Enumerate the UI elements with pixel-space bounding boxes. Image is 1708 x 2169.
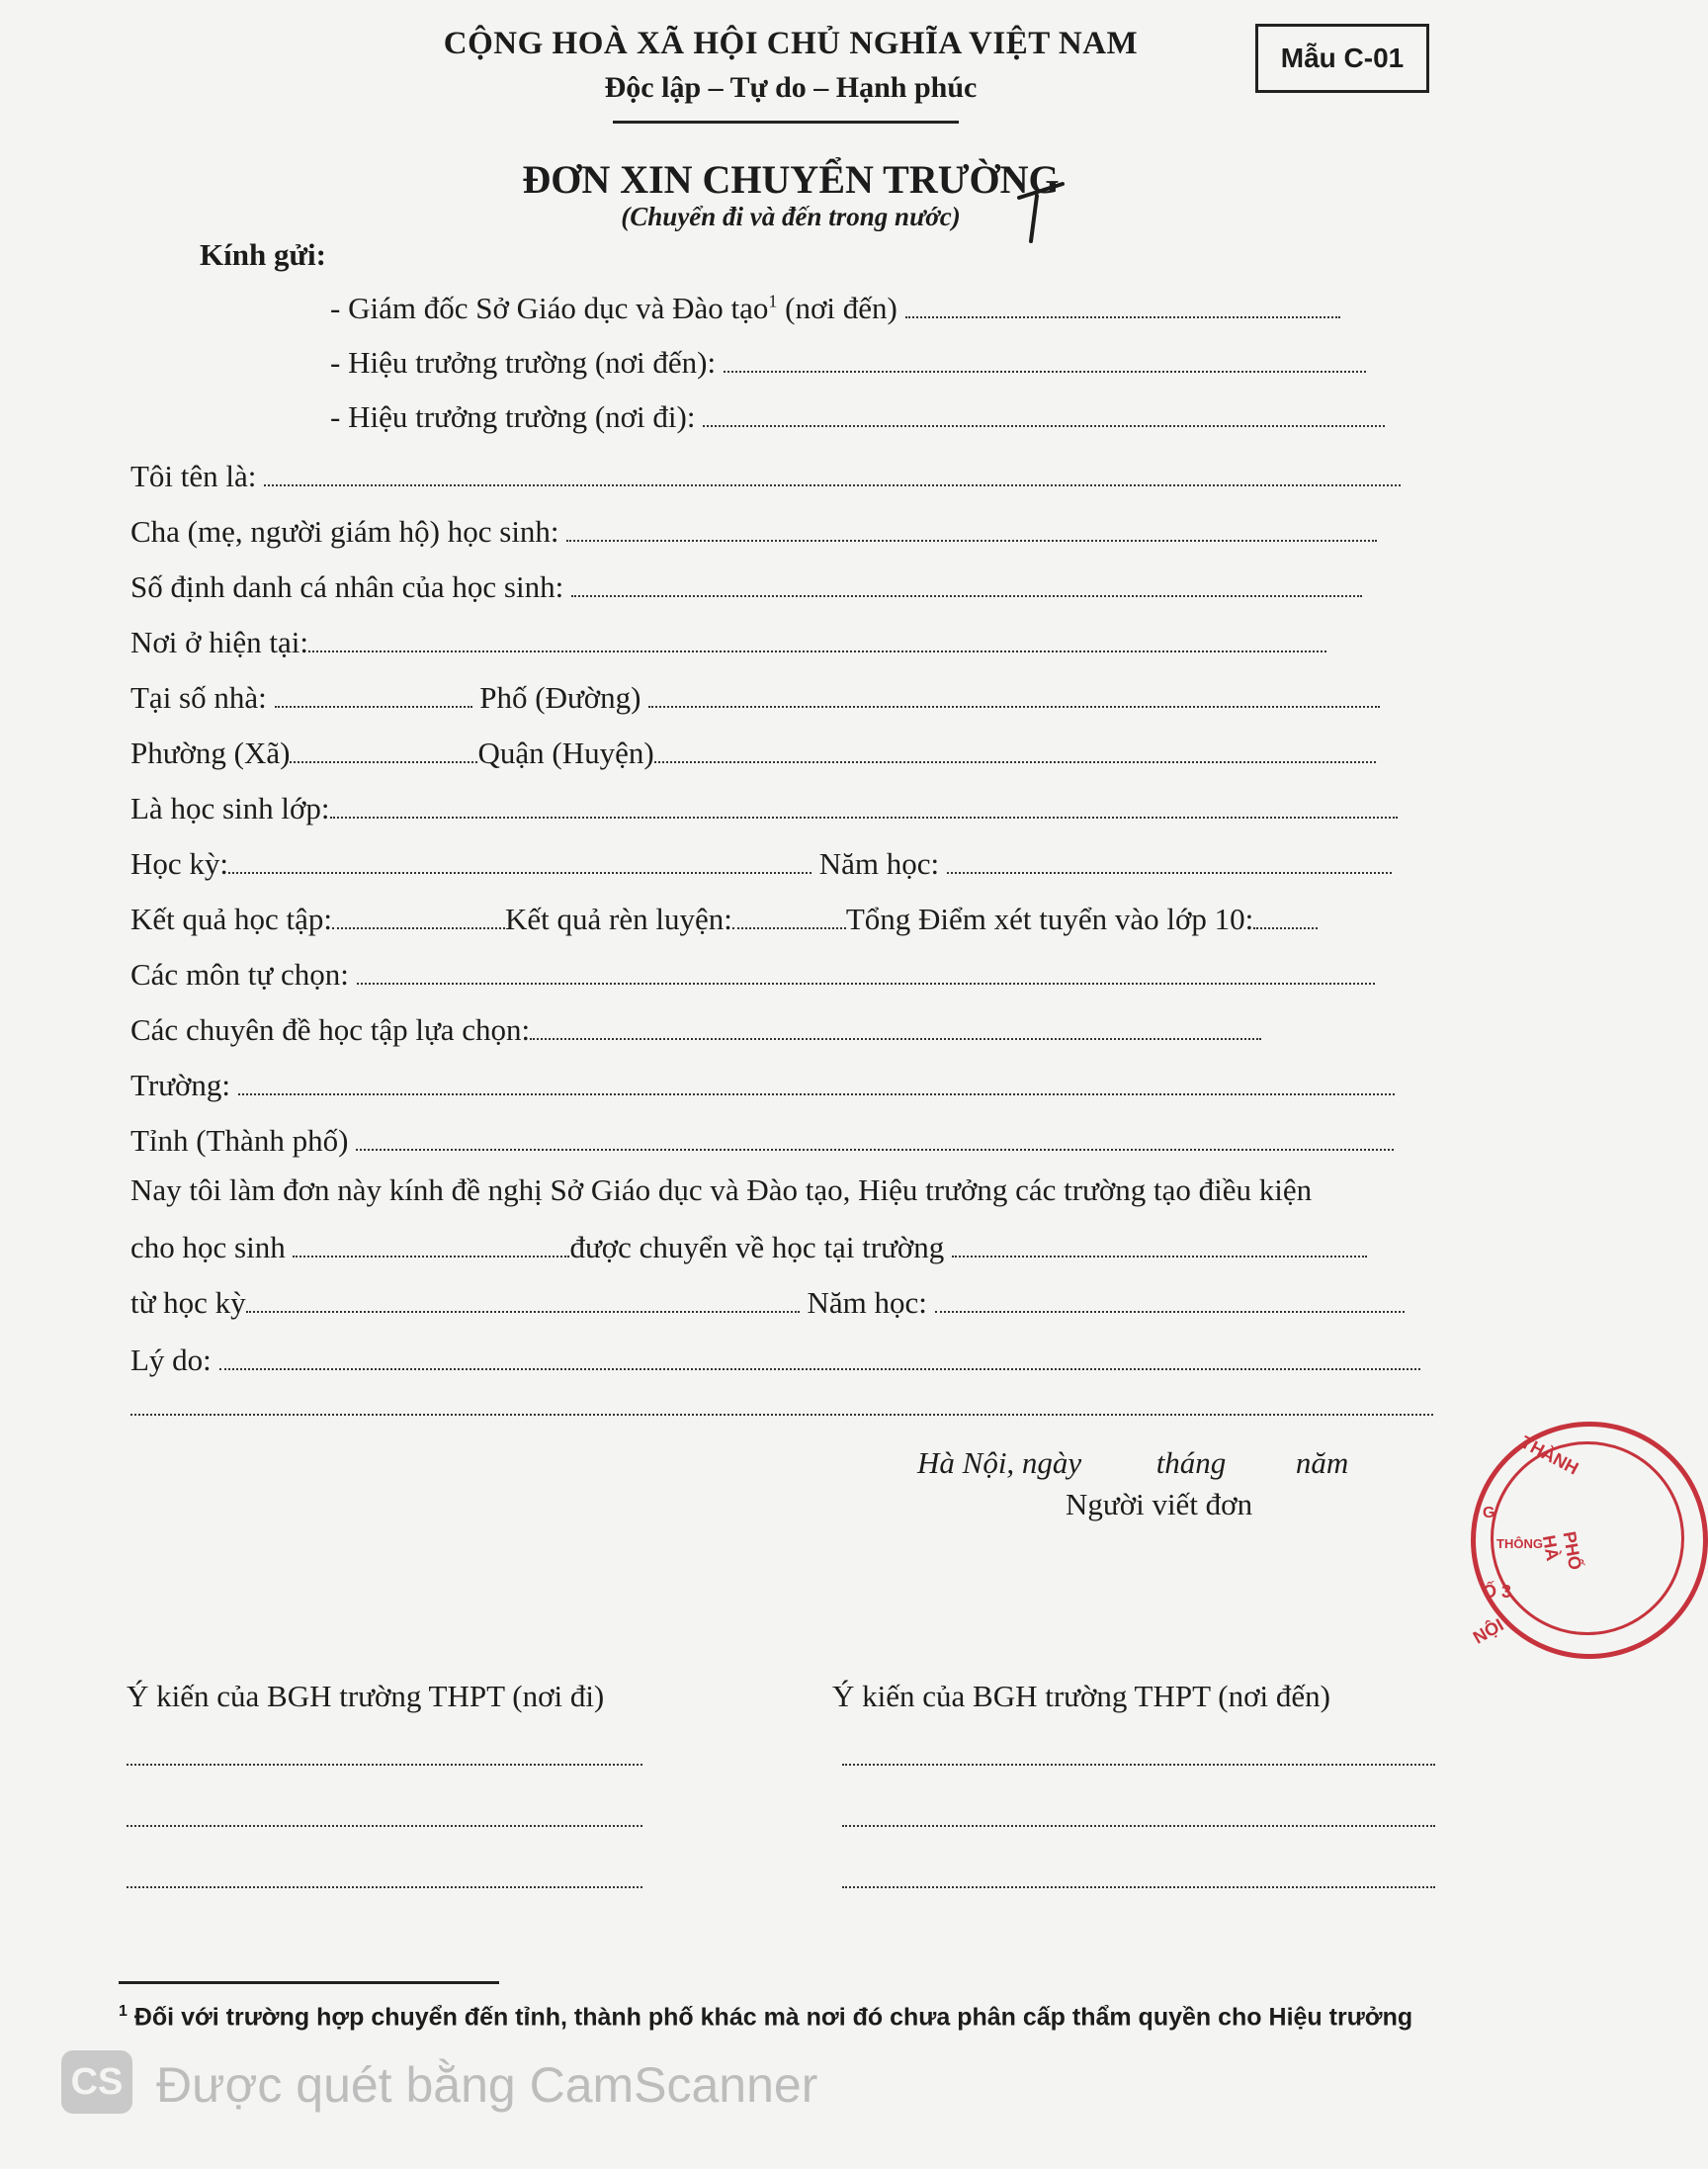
fill-line[interactable] — [905, 315, 1340, 318]
stamp-text-inner-2: G — [1483, 1505, 1495, 1521]
footnote — [119, 2003, 1412, 2032]
field-school-label: Trường: — [130, 1068, 230, 1102]
opinion-from-school-heading: Ý kiến của BGH trường THPT (nơi đi) — [127, 1679, 605, 1713]
national-title: CỘNG HOÀ XÃ HỘI CHỦ NGHĨA VIỆT NAM — [443, 26, 1139, 61]
fill-line[interactable] — [947, 871, 1392, 874]
recipient-3 — [330, 399, 1385, 435]
field-house-no-label: Tại số nhà: — [130, 680, 267, 715]
request-transfer-label: được chuyển về học tại trường — [569, 1230, 945, 1264]
field-name-label: Tôi tên là: — [130, 459, 257, 493]
opinion-to-line-2[interactable] — [842, 1825, 1435, 1827]
fill-line[interactable] — [308, 650, 1326, 652]
fill-line[interactable] — [732, 926, 846, 929]
request-line-3 — [130, 1285, 1405, 1321]
field-parent-label: Cha (mẹ, người giám hộ) học sinh: — [130, 514, 559, 549]
date-month-label: tháng — [1155, 1445, 1227, 1480]
field-electives — [130, 957, 1375, 993]
field-topics-label: Các chuyên đề học tập lựa chọn: — [130, 1012, 531, 1047]
request-line-2 — [130, 1230, 1367, 1265]
fill-line[interactable] — [566, 539, 1377, 542]
fill-line[interactable] — [290, 760, 477, 763]
field-residence-label: Nơi ở hiện tại: — [130, 625, 309, 659]
greeting: Kính gửi: — [200, 237, 326, 272]
recipient-2 — [330, 345, 1366, 381]
field-province-label: Tỉnh (Thành phố) — [130, 1123, 349, 1158]
fill-line[interactable] — [357, 982, 1375, 985]
footnote-separator — [119, 1981, 499, 1984]
fill-line[interactable] — [275, 705, 472, 708]
handwritten-check-icon — [1013, 176, 1072, 245]
opinion-to-line-1[interactable] — [842, 1764, 1435, 1766]
fill-line[interactable] — [238, 1092, 1395, 1095]
national-motto: Độc lập – Tự do – Hạnh phúc — [604, 71, 978, 104]
fill-line[interactable] — [654, 760, 1376, 763]
field-ward-label: Phường (Xã) — [130, 736, 291, 770]
fill-line[interactable] — [293, 1255, 569, 1258]
field-academic-label: Kết quả học tập: — [130, 902, 333, 936]
field-electives-label: Các môn tự chọn: — [130, 957, 349, 992]
recipient-1 — [330, 291, 1340, 326]
fill-line[interactable] — [952, 1255, 1367, 1258]
camscanner-logo-icon: CS — [61, 2050, 132, 2114]
stamp-text-bottom: NỘI — [1469, 1614, 1507, 1648]
request-reason-label: Lý do: — [130, 1343, 212, 1377]
fill-line[interactable] — [724, 370, 1366, 373]
fill-line[interactable] — [530, 1037, 1261, 1040]
fill-line[interactable] — [228, 871, 811, 874]
field-ward-district — [130, 736, 1376, 771]
fill-line[interactable] — [648, 705, 1380, 708]
field-school — [130, 1068, 1395, 1103]
stamp-text-top: THÀNH — [1517, 1432, 1582, 1479]
opinion-to-school-heading: Ý kiến của BGH trường THPT (nơi đến) — [832, 1679, 1330, 1713]
field-grade10-label: Tổng Điểm xét tuyển vào lớp 10: — [845, 902, 1254, 936]
date-year-label: năm — [1295, 1445, 1349, 1480]
footnote-text: Đối với trường hợp chuyển đến tỉnh, thành phố khác mà nơi đó chưa phân cấp thẩm quyền cho Hiệu trưởng — [133, 2003, 1413, 2032]
stamp-text-inner-3: Ố 3 — [1483, 1582, 1512, 1602]
date-place — [917, 1445, 1348, 1481]
field-province — [130, 1123, 1394, 1159]
stamp-text-right: PHỐ HÀ — [1538, 1529, 1585, 1572]
fill-line[interactable] — [356, 1148, 1394, 1151]
fill-line[interactable] — [935, 1310, 1405, 1313]
field-student-id-label: Số định danh cá nhân của học sinh: — [130, 569, 564, 604]
recipient-2-label: - Hiệu trưởng trường (nơi đến): — [330, 345, 717, 380]
field-conduct-label: Kết quả rèn luyện: — [505, 902, 732, 936]
opinion-from-line-3[interactable] — [127, 1886, 642, 1888]
field-semester-year — [130, 846, 1392, 882]
field-topics — [130, 1012, 1261, 1048]
field-class — [130, 791, 1398, 826]
request-school-year-label: Năm học: — [807, 1285, 927, 1320]
date-place-label: Hà Nội, ngày — [917, 1445, 1082, 1480]
request-student-label: cho học sinh — [130, 1230, 286, 1264]
fill-line[interactable] — [264, 483, 1401, 486]
field-address — [130, 680, 1380, 716]
recipient-1-suffix: (nơi đến) — [777, 291, 897, 325]
footnote-number: 1 — [119, 2003, 128, 2020]
signer-label: Người viết đơn — [1066, 1487, 1253, 1521]
fill-line[interactable] — [332, 926, 505, 929]
field-residence — [130, 625, 1326, 660]
document-subtitle: (Chuyển đi và đến trong nước) — [621, 202, 961, 231]
field-parent — [130, 514, 1377, 550]
fill-line[interactable] — [703, 424, 1385, 427]
field-name — [130, 459, 1401, 494]
field-semester-label: Học kỳ: — [130, 846, 229, 881]
opinion-from-line-1[interactable] — [127, 1764, 642, 1766]
fill-line[interactable] — [1253, 926, 1318, 929]
stamp-text-inner-1: THÔNG — [1496, 1536, 1543, 1551]
field-district-label: Quận (Huyện) — [477, 736, 654, 770]
request-line-1: Nay tôi làm đơn này kính đề nghị Sở Giáo dục và Đào tạo, Hiệu trưởng các trường tạo điều kiện — [130, 1172, 1313, 1207]
opinion-from-line-2[interactable] — [127, 1825, 642, 1827]
fill-line[interactable] — [246, 1310, 800, 1313]
field-class-label: Là học sinh lớp: — [130, 791, 330, 825]
document-title: ĐƠN XIN CHUYỂN TRƯỜNG — [522, 157, 1060, 202]
field-student-id — [130, 569, 1362, 605]
field-street-label: Phố (Đường) — [479, 680, 641, 715]
field-school-year-label: Năm học: — [818, 846, 940, 881]
opinion-to-line-3[interactable] — [842, 1886, 1435, 1888]
fill-line[interactable] — [219, 1367, 1420, 1370]
recipient-1-label: - Giám đốc Sở Giáo dục và Đào tạo — [330, 291, 769, 325]
form-code-badge: Mẫu C-01 — [1255, 24, 1429, 93]
header-underline — [613, 121, 959, 124]
fill-line[interactable] — [330, 816, 1398, 819]
request-from-semester-label: từ học kỳ — [130, 1285, 246, 1320]
footnote-marker: 1 — [768, 291, 778, 311]
field-results — [130, 902, 1318, 937]
fill-line[interactable] — [571, 594, 1362, 597]
request-reason — [130, 1343, 1420, 1378]
recipient-3-label: - Hiệu trưởng trường (nơi đi): — [330, 399, 696, 434]
reason-continuation-line[interactable] — [130, 1414, 1433, 1416]
camscanner-watermark-text: Được quét bằng CamScanner — [156, 2057, 818, 2113]
